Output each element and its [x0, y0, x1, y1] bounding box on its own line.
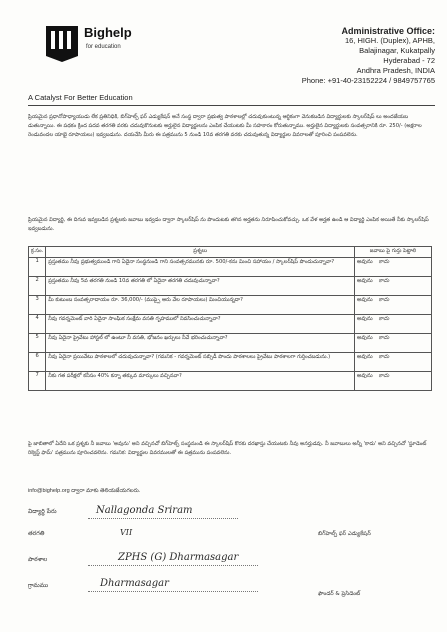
- question-number: 5: [29, 334, 46, 353]
- answer-no: కాదు: [378, 297, 390, 303]
- bighelp-logo-icon: [44, 22, 80, 62]
- class-field[interactable]: VII: [120, 528, 133, 537]
- organisation-label: బిగ్‌హెల్ప్ ఫర్ ఎడ్యుకేషన్: [318, 531, 371, 537]
- table-row: [29, 296, 432, 315]
- question-number: 3: [29, 296, 46, 315]
- table-header-answer: జవాబు పై గుర్తు పెట్టాలి: [355, 247, 432, 258]
- answer-cell[interactable]: [355, 353, 432, 372]
- tagline: A Catalyst For Better Education: [28, 93, 133, 102]
- question-text: ప్రస్తుతము నీవు 5వ తరగతి నుండి 10వ తరగతి లో ఏదైనా తరగతి చదువుచున్నావా?: [46, 277, 355, 296]
- answer-no: కాదు: [378, 335, 390, 341]
- class-label: తరగతి: [28, 530, 45, 537]
- answer-cell[interactable]: [355, 258, 432, 277]
- answer-cell[interactable]: [355, 372, 432, 391]
- address-line: Andhra Pradesh, INDIA: [356, 66, 435, 75]
- contact-email: info@bighelp.org ద్వారా మాకు తెలియజేయగలరు.: [28, 488, 141, 494]
- intro-paragraph: ప్రియమైన ప్రధానోపాధ్యాయుడు లేక ప్రతినిధికి, బిగ్‌హెల్ప్ ఫర్ ఎడ్యుకేషన్ అనే సంస్థ ద్వారా ప్రభుత్వ పాఠశాలల్లో చదువుకుంటున్న ఆర్థికంగా వెనుకబడిన విద్యార్థులకు స్కాలర్‌షిప్ లు అందజేయబడుతున్నాయి. ఈ పథకం క్రింద పదవ తరగతి వరకు చదువుకొనుటకు అర్హులైన విద్యార్థులను ఎంపిక చేయుటకు మీ సహకారం కోరుతున్నాము. అర్హులైన విద్యార్థులకు సంవత్సరానికి రూ. 250/- (అక్షరాల రెండువందల యాభై రూపాయలు) ఇవ్వబడును. దయచేసి మీరు ఈ పత్రమును 5 నుండి 10వ తరగతి వరకు చదువుతున్న విద్యార్థుల వివరాలతో పూరించి పంపవలెను.: [28, 114, 422, 138]
- answer-yes: అవును: [357, 297, 373, 303]
- question-text: మీ కుటుంబ సంవత్సరాదాయం రూ. 36,000/- (ముప్పై ఆరు వేల రూపాయలు) మించియున్నదా?: [46, 296, 355, 315]
- brand-name: Bighelp: [84, 25, 132, 40]
- address-line: Balajinagar, Kukatpally: [359, 46, 435, 55]
- school-field[interactable]: ZPHS (G) Dharmasagar: [118, 552, 239, 563]
- answer-no: కాదు: [378, 373, 390, 379]
- answer-no: కాదు: [378, 316, 390, 322]
- table-header-num: క్ర.సం.: [29, 247, 46, 258]
- student-name-label: విద్యార్థి పేరు: [28, 508, 57, 515]
- question-text: ప్రస్తుతము నీవు ప్రభుత్వముండి గాని ఏదైనా సంస్థనుండి గాని సంవత్సరమునకు రూ. 500/-కను మించి సహాయం / స్కాలర్‌షిప్ పొందుచున్నావా?: [46, 258, 355, 277]
- answer-yes: అవును: [357, 354, 373, 360]
- brand-subtitle: for education: [86, 44, 121, 50]
- address-line: 16, HIGH. (Duplex), APHB,: [344, 36, 435, 45]
- footer-note: పై జాబితాలో ఏదేని ఒక ప్రశ్నకు నీ జవాబు 'అవును' అని వచ్చినచో బిగ్‌హెల్ప్ సంస్థనుండి ఈ స్కాలర్‌షిప్ కొరకు దరఖాస్తు చేయుటకు నీవు అనర్హుడవు. నీ జవాబులు అన్నీ 'కాదు' అని వచ్చినచో 'స్టూడెంట్ రిక్వెస్ట్ ఫామ్' పత్రమును పూరించవలెను. గమనిక: విద్యార్థుల వివరములతో ఈ పత్రమును పంపవలెను.: [28, 441, 427, 456]
- question-number: 1: [29, 258, 46, 277]
- answer-yes: అవును: [357, 373, 373, 379]
- answer-cell[interactable]: [355, 277, 432, 296]
- office-title: Administrative Office:: [341, 26, 435, 36]
- school-line: [88, 565, 258, 566]
- founder-label: ఫౌండర్ & ప్రెసిడెంట్: [318, 591, 361, 597]
- student-name-field[interactable]: Nallagonda Sriram: [96, 505, 193, 516]
- question-text: నీకు గత పరీక్షలో కనీసం 40% కన్నా తక్కువ మార్కులు వచ్చినవా?: [46, 372, 355, 391]
- village-label: గ్రామము: [28, 582, 49, 589]
- answer-yes: అవును: [357, 335, 373, 341]
- question-number: 4: [29, 315, 46, 334]
- table-row: [29, 258, 432, 277]
- question-text: నీవు గవర్నమెంట్ వారి ఏదైనా సాంఘిక సంక్షేమ వసతి గృహములో నివసించుచున్నావా?: [46, 315, 355, 334]
- student-instructions: ప్రియమైన విద్యార్థి, ఈ దిగువ ఇవ్వబడిన ప్రశ్నలకు జవాబు ఇవ్వడం ద్వారా స్కాలర్‌షిప్ ను పొందుటకు తగిన అర్హతను నిరూపించుకోవచ్చు. ఒక వేళ అర్హత ఉండి ఆ విద్యార్థి ఎంపిక అయితే నీకు స్కాలర్‌షిప్ ఇవ్వబడును.: [28, 217, 429, 232]
- table-row: [29, 315, 432, 334]
- answer-no: కాదు: [378, 354, 390, 360]
- phone-line: Phone: +91-40-23152224 / 9849757765: [301, 76, 435, 85]
- table-header-question: ప్రశ్నలు: [46, 247, 355, 258]
- question-text: నీవు ఏదైనా ప్రైవేటు హాస్టల్ లో ఉంటూ నీ వసతి, భోజనం ఖర్చులు నీవే భరించుచున్నావా?: [46, 334, 355, 353]
- question-number: 6: [29, 353, 46, 372]
- school-label: పాఠశాల: [28, 556, 48, 563]
- answer-no: కాదు: [378, 278, 390, 284]
- question-number: 7: [29, 372, 46, 391]
- village-line: [88, 591, 258, 592]
- question-text: నీవు ఏదైనా ప్రయివేటు పాఠశాలలో చదువుచున్నావా? (గమనిక - గవర్నమెంట్ సబ్సిడీ పొందు పాఠశాలలు ప్రైవేటు పాఠశాలగా గుర్తించబడును.): [46, 353, 355, 372]
- answer-cell[interactable]: [355, 296, 432, 315]
- header-divider: [28, 105, 435, 106]
- table-row: [29, 334, 432, 353]
- answer-no: కాదు: [378, 259, 390, 265]
- answer-cell[interactable]: [355, 315, 432, 334]
- answer-yes: అవును: [357, 316, 373, 322]
- village-field[interactable]: Dharmasagar: [100, 578, 169, 589]
- address-line: Hyderabad - 72: [383, 56, 435, 65]
- table-row: [29, 353, 432, 372]
- table-row: [29, 372, 432, 391]
- office-address: [255, 26, 435, 86]
- student-name-line: [88, 518, 238, 519]
- answer-cell[interactable]: [355, 334, 432, 353]
- answer-yes: అవును: [357, 259, 373, 265]
- question-number: 2: [29, 277, 46, 296]
- table-row: [29, 277, 432, 296]
- answer-yes: అవును: [357, 278, 373, 284]
- questions-table: [28, 246, 432, 391]
